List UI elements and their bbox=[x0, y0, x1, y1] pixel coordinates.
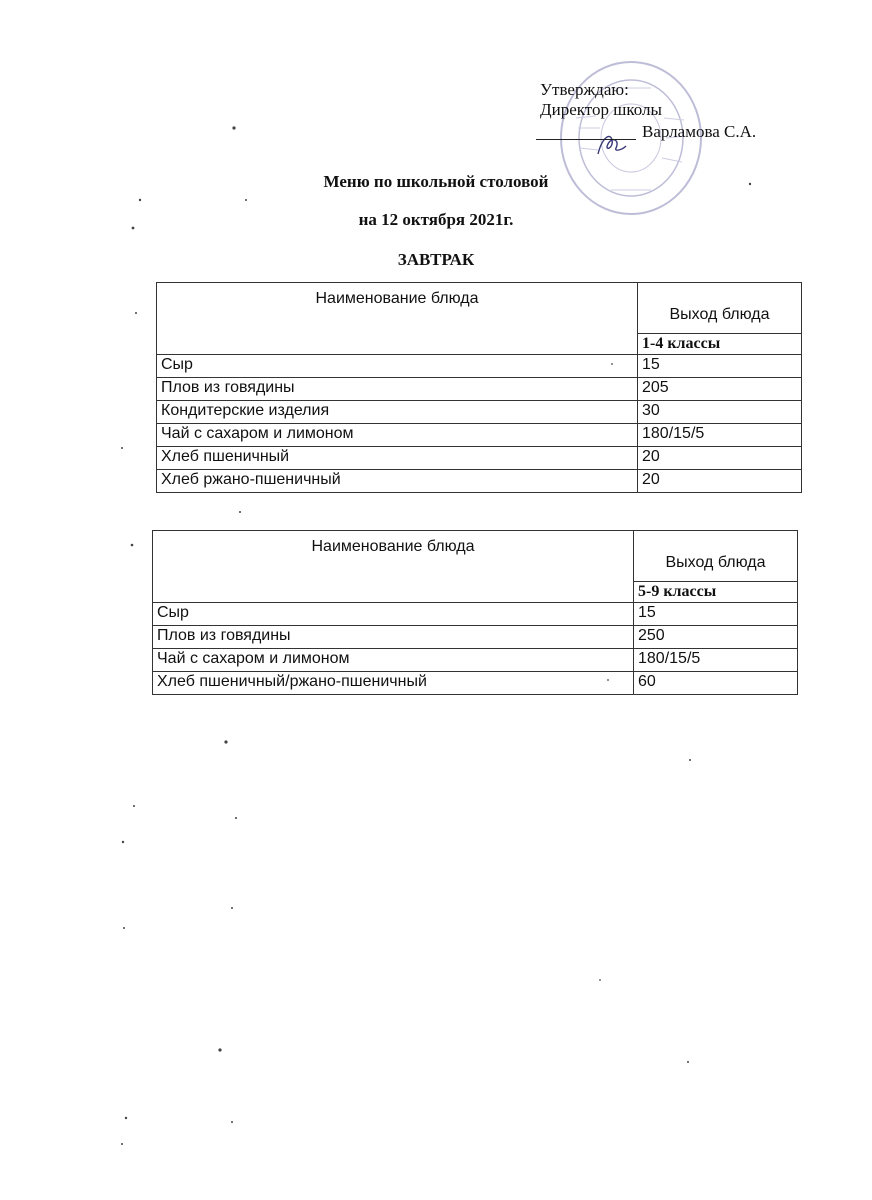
table-row bbox=[157, 447, 802, 470]
dish-output: 15 bbox=[638, 355, 802, 378]
table-row bbox=[153, 626, 798, 649]
signature-underline bbox=[536, 139, 636, 140]
meal-name: ЗАВТРАК bbox=[397, 250, 475, 269]
grade-label: 1-4 классы bbox=[638, 334, 802, 355]
dish-name: Чай с сахаром и лимоном bbox=[157, 424, 638, 447]
dish-name: Сыр bbox=[157, 355, 638, 378]
column-header-output: Выход блюда bbox=[634, 531, 798, 582]
table-header-row bbox=[153, 531, 798, 582]
dish-output: 30 bbox=[638, 401, 802, 424]
dish-output: 250 bbox=[634, 626, 798, 649]
approval-label: Утверждаю: bbox=[540, 80, 629, 99]
menu-date: на 12 октября 2021г. bbox=[358, 210, 514, 229]
table-row bbox=[157, 470, 802, 493]
table-row bbox=[153, 603, 798, 626]
table-row bbox=[157, 424, 802, 447]
menu-title: Меню по школьной столовой bbox=[323, 172, 549, 191]
table-row bbox=[153, 649, 798, 672]
column-header-dish: Наименование блюда bbox=[157, 283, 638, 355]
table-row bbox=[157, 401, 802, 424]
column-header-dish: Наименование блюда bbox=[153, 531, 634, 603]
dish-name: Хлеб пшеничный bbox=[157, 447, 638, 470]
dish-output: 20 bbox=[638, 470, 802, 493]
dish-name: Кондитерские изделия bbox=[157, 401, 638, 424]
dish-output: 180/15/5 bbox=[634, 649, 798, 672]
grade-label: 5-9 классы bbox=[634, 582, 798, 603]
dish-output: 60 bbox=[634, 672, 798, 695]
table-row bbox=[157, 355, 802, 378]
dish-name: Плов из говядины bbox=[153, 626, 634, 649]
approval-block bbox=[540, 80, 840, 142]
dish-output: 205 bbox=[638, 378, 802, 401]
dish-output: 180/15/5 bbox=[638, 424, 802, 447]
dish-name: Плов из говядины bbox=[157, 378, 638, 401]
dish-output: 15 bbox=[634, 603, 798, 626]
director-name: Варламова С.А. bbox=[642, 122, 757, 141]
approval-position: Директор школы bbox=[540, 100, 662, 119]
table-header-row bbox=[157, 283, 802, 334]
table-row bbox=[157, 378, 802, 401]
dish-name: Хлеб ржано-пшеничный bbox=[157, 470, 638, 493]
menu-table-grades-1-4 bbox=[156, 282, 802, 493]
dish-name: Сыр bbox=[153, 603, 634, 626]
dish-name: Хлеб пшеничный/ржано-пшеничный bbox=[153, 672, 634, 695]
dish-name: Чай с сахаром и лимоном bbox=[153, 649, 634, 672]
table-row bbox=[153, 672, 798, 695]
column-header-output: Выход блюда bbox=[638, 283, 802, 334]
dish-output: 20 bbox=[638, 447, 802, 470]
menu-table-grades-5-9 bbox=[152, 530, 798, 695]
signature-line bbox=[536, 120, 840, 142]
